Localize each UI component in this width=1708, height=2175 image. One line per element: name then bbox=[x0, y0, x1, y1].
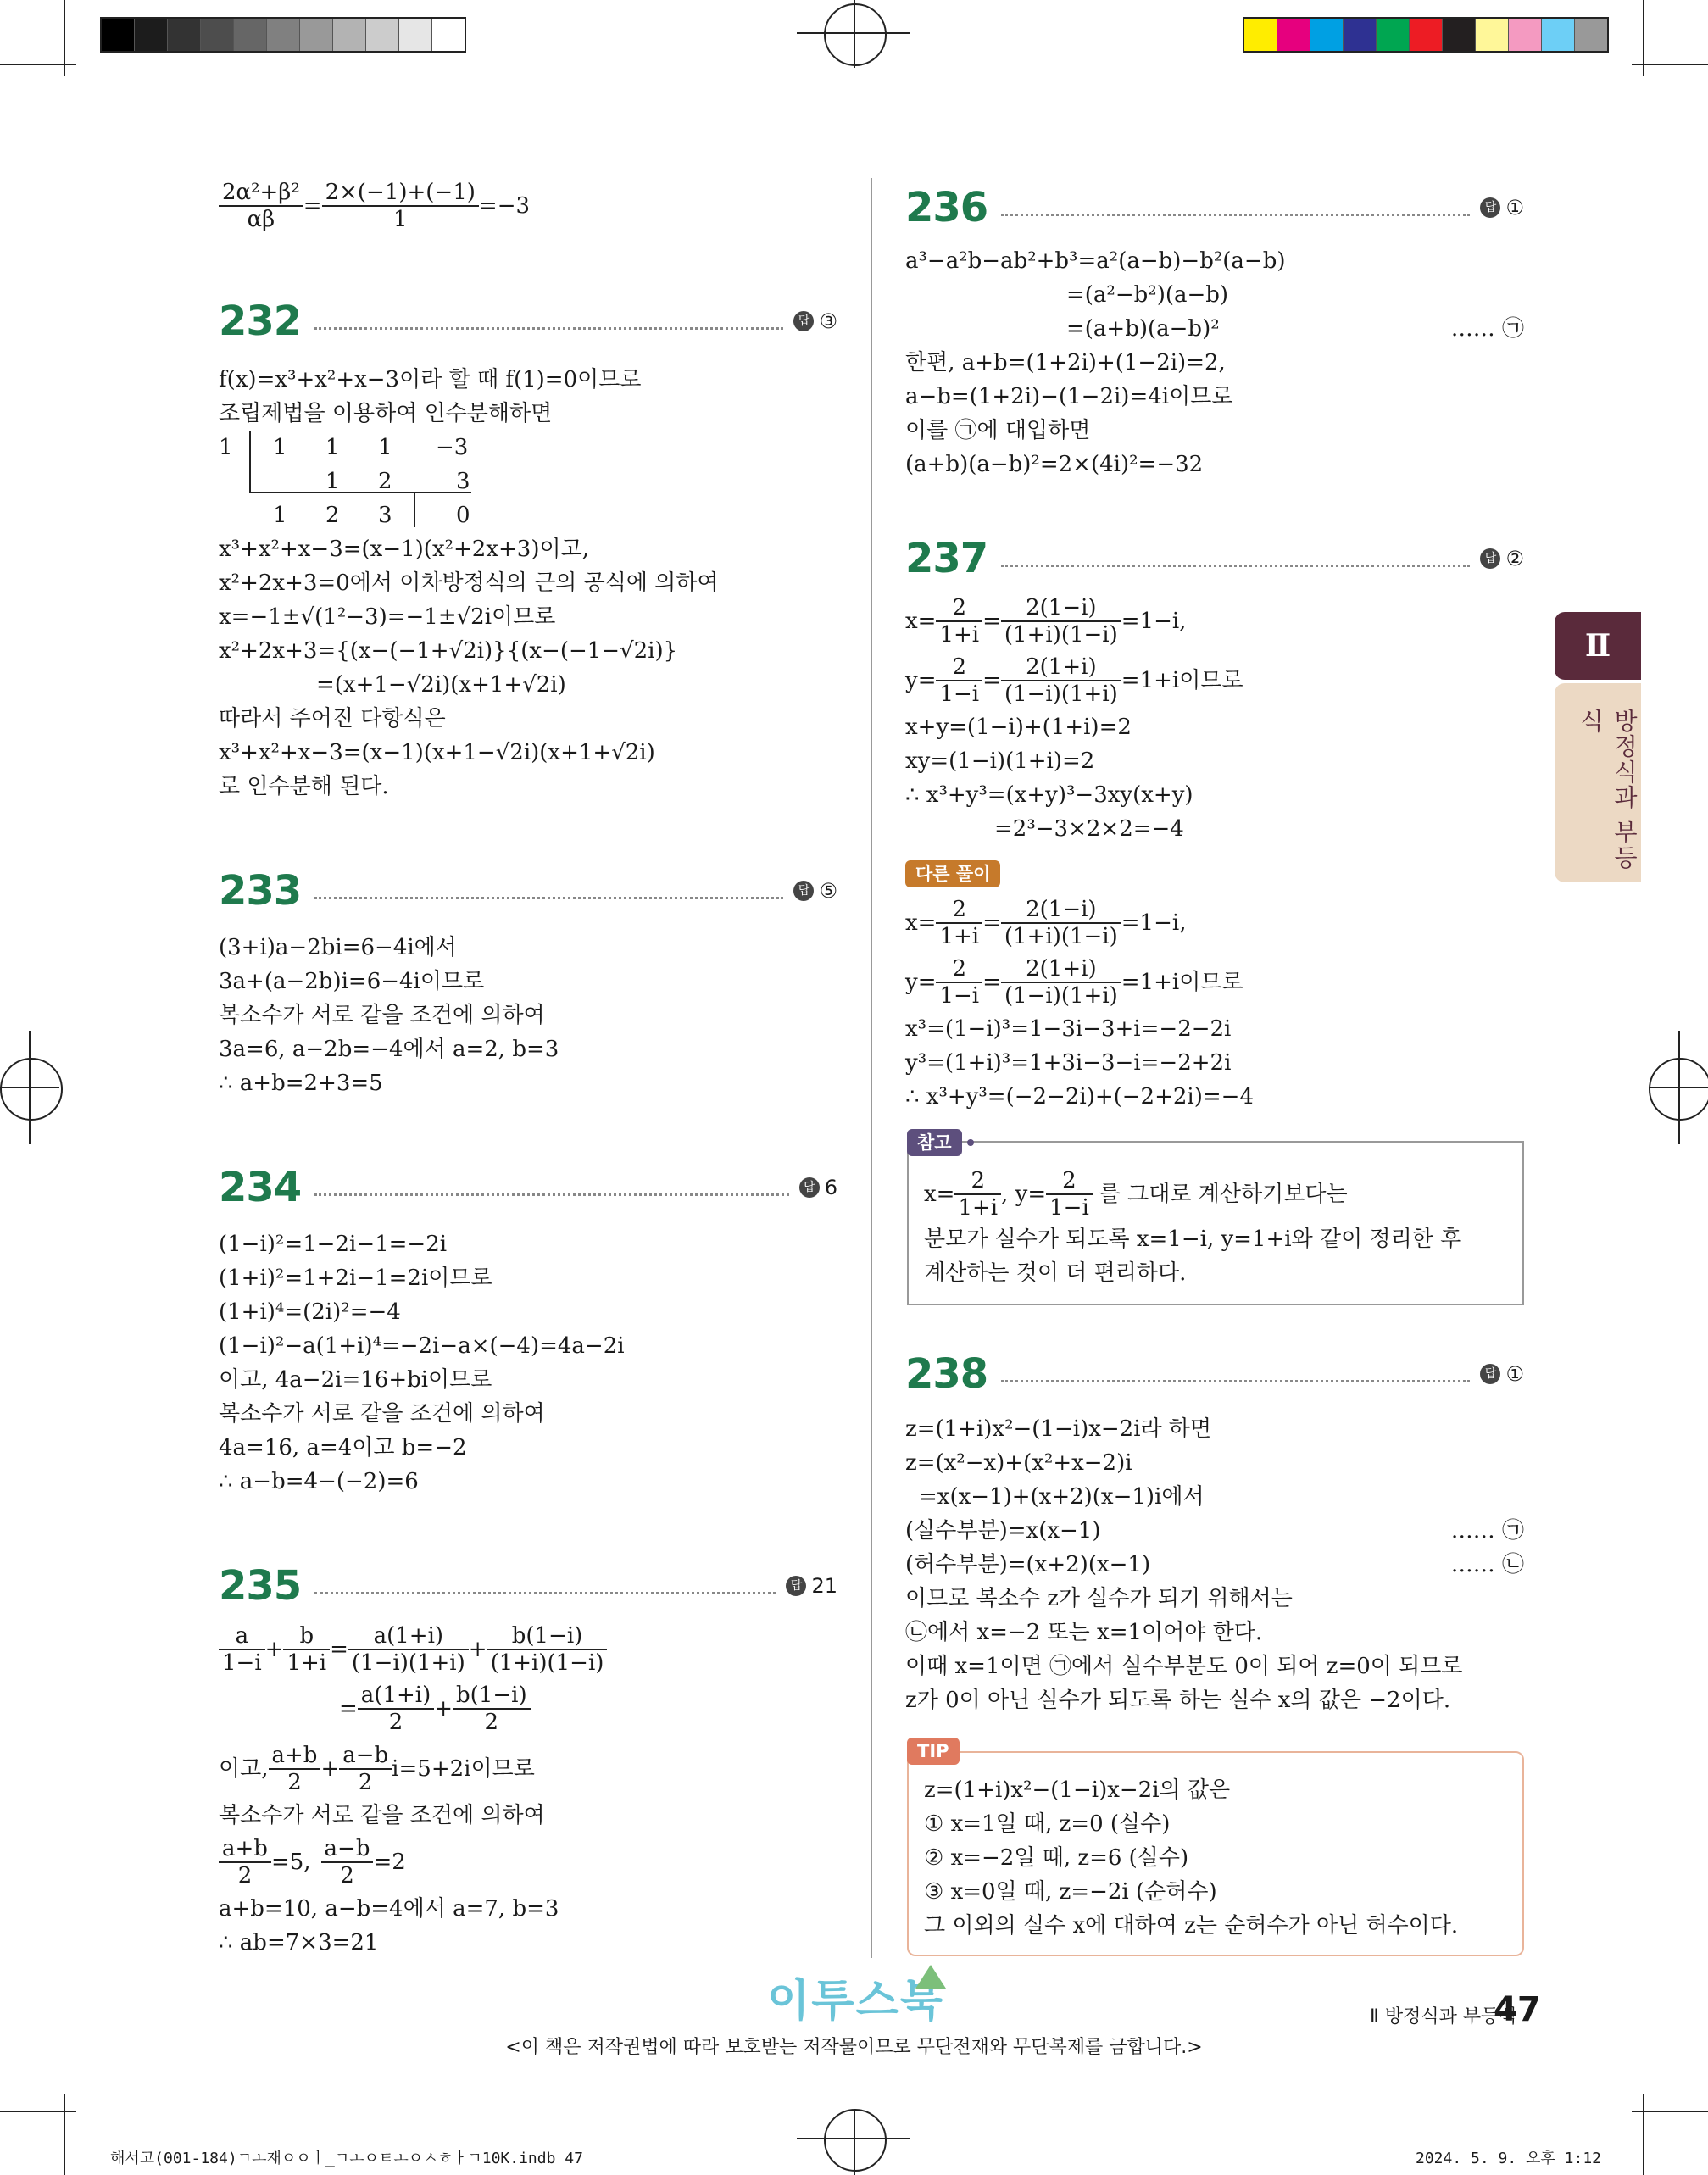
fraction: $\frac{2\times(-1)+(-1)}{1}$ bbox=[322, 180, 479, 232]
answer-icon: 답 bbox=[793, 881, 814, 901]
registration-mark bbox=[824, 2109, 887, 2172]
color-swatch bbox=[1344, 19, 1377, 51]
file-slug: 해서고(001-184)ㄱㅗ재ㅇㅇㅣ_ㄱㅗㅇㅌㅗㅇㅅㅎㅏㄱ10K.indb 47 bbox=[110, 2150, 583, 2167]
text-line: a³−a²b−ab²+b³=a²(a−b)−b²(a−b) bbox=[905, 248, 1286, 274]
answer: 답 ⑤ bbox=[793, 874, 837, 908]
answer: 답 21 bbox=[786, 1569, 837, 1603]
leader-dots bbox=[1001, 214, 1470, 216]
fraction: $\frac{2(1-i)}{(1+i)(1-i)}$ bbox=[1001, 897, 1121, 949]
color-swatch bbox=[399, 19, 432, 51]
text-line: z=(1+i)x²−(1−i)x−2i라 하면 bbox=[905, 1416, 1212, 1442]
synthetic-division-cell: 1 bbox=[219, 435, 233, 460]
color-swatch bbox=[1377, 19, 1410, 51]
answer-icon: 답 bbox=[793, 311, 814, 331]
fraction: $\frac{2(1-i)}{(1+i)(1-i)}$ bbox=[1001, 595, 1121, 648]
color-swatch bbox=[1310, 19, 1344, 51]
publisher-logo: 이투스북 bbox=[767, 1976, 944, 2027]
chapter-tab bbox=[1555, 683, 1641, 882]
answer: 답 ② bbox=[1480, 542, 1524, 576]
text-line: a−b=(1+2i)−(1−2i)=4i이므로 bbox=[905, 384, 1233, 409]
crop-mark bbox=[1643, 2094, 1644, 2175]
text-line: ∴ a+b=2+3=5 bbox=[219, 1071, 383, 1096]
fraction: $\frac{2}{1-i}$ bbox=[936, 956, 982, 1009]
problem-number: 236 bbox=[905, 184, 988, 231]
fraction: $\frac{a-b}{2}$ bbox=[339, 1743, 392, 1795]
synthetic-division-cell: −3 bbox=[436, 435, 469, 460]
fraction: $\frac{2}{1-i}$ bbox=[1046, 1168, 1093, 1221]
text-line: =2³−3×2×2=−4 bbox=[994, 816, 1184, 842]
text-line: z가 0이 아닌 실수가 되도록 하는 실수 x의 값은 −2이다. bbox=[905, 1688, 1451, 1713]
math-line: x= $\frac{2}{1+i}$ = $\frac{2(1-i)}{(1+i)(1-i)}$ =1−i, bbox=[905, 897, 1187, 949]
color-swatch bbox=[168, 19, 201, 51]
marker-label: …… ㉠ bbox=[1450, 1518, 1524, 1544]
fraction: $\frac{2(1+i)}{(1-i)(1+i)}$ bbox=[1001, 956, 1121, 1009]
running-footer-chapter: Ⅱ 방정식과 부등식 bbox=[1370, 2006, 1517, 2028]
fraction: $\frac{2(1+i)}{(1-i)(1+i)}$ bbox=[1001, 654, 1121, 707]
tip-badge: TIP bbox=[907, 1738, 960, 1765]
marker-label: …… ㉠ bbox=[1450, 316, 1524, 342]
text-line: ∴ x³+y³=(x+y)³−3xy(x+y) bbox=[905, 782, 1193, 808]
synthetic-division-cell: 1 bbox=[378, 435, 392, 460]
print-timestamp: 2024. 5. 9. 오후 1:12 bbox=[1416, 2150, 1602, 2167]
text-line: (1−i)²−a(1+i)⁴=−2i−a×(−4)=4a−2i bbox=[219, 1333, 625, 1359]
problem-header-237 bbox=[905, 529, 1524, 588]
math-line: $\frac{a}{1-i}$ + $\frac{b}{1+i}$ = $\frac{a(1+i)}{(1-i)(1+i)}$ + $\frac{b(1-i)}{(1+i)(1-i)}$ bbox=[219, 1621, 837, 1678]
text-line: 이를 ㉠에 대입하면 bbox=[905, 418, 1091, 443]
color-swatch bbox=[1575, 19, 1607, 51]
fraction: $\frac{b(1-i)}{(1+i)(1-i)}$ bbox=[487, 1623, 608, 1676]
answer-icon: 답 bbox=[799, 1177, 820, 1198]
problem-number: 235 bbox=[219, 1562, 302, 1610]
synthetic-division-cell: 3 bbox=[378, 503, 392, 528]
answer-icon: 답 bbox=[786, 1576, 806, 1596]
text-line: (a+b)(a−b)²=2×(4i)²=−32 bbox=[905, 452, 1204, 477]
problem-header-234 bbox=[219, 1158, 837, 1217]
marker-label: …… ㉡ bbox=[1450, 1552, 1524, 1577]
problem-number: 232 bbox=[219, 298, 302, 345]
text-line: ② x=−2일 때, z=6 (실수) bbox=[924, 1845, 1189, 1871]
text-line: xy=(1−i)(1+i)=2 bbox=[905, 748, 1095, 774]
fraction: $\frac{b(1-i)}{2}$ bbox=[453, 1683, 531, 1735]
chapter-tab-numeral: Ⅱ bbox=[1555, 612, 1641, 680]
color-swatch bbox=[1277, 19, 1310, 51]
fraction: $\frac{2}{1+i}$ bbox=[936, 897, 982, 949]
color-swatch bbox=[135, 19, 168, 51]
fraction: $\frac{a-b}{2}$ bbox=[321, 1836, 374, 1889]
fraction: $\frac{2}{1+i}$ bbox=[936, 595, 982, 648]
color-swatch bbox=[267, 19, 300, 51]
left-column bbox=[219, 178, 837, 1960]
crop-mark bbox=[64, 0, 65, 76]
color-swatch bbox=[201, 19, 234, 51]
text-line: (실수부분)=x(x−1) …… ㉠ bbox=[905, 1514, 1524, 1548]
fraction: $\frac{a+b}{2}$ bbox=[219, 1836, 271, 1889]
grayscale-bar bbox=[100, 17, 466, 53]
badge-dot bbox=[967, 1139, 974, 1146]
registration-mark bbox=[0, 1058, 63, 1121]
text-line: ∴ a−b=4−(−2)=6 bbox=[219, 1469, 419, 1494]
synthetic-division-cell: 1 bbox=[273, 503, 287, 528]
leader-dots bbox=[314, 327, 783, 330]
text-line: x³+x²+x−3=(x−1)(x+1−√2i)(x+1+√2i) bbox=[219, 740, 655, 765]
color-swatch bbox=[366, 19, 399, 51]
synthetic-division-cell: 1 bbox=[325, 435, 340, 460]
synthetic-division bbox=[219, 431, 837, 532]
answer: 답 ① bbox=[1480, 191, 1524, 225]
math-line: = $\frac{a(1+i)}{2}$ + $\frac{b(1-i)}{2}$ bbox=[219, 1678, 837, 1739]
math-line: 이고, $\frac{a+b}{2}$ + $\frac{a-b}{2}$ i=5+2i이므로 bbox=[219, 1743, 535, 1795]
text-line: 이므로 복소수 z가 실수가 되기 위해서는 bbox=[905, 1586, 1293, 1611]
text-line: z=(x²−x)+(x²+x−2)i bbox=[905, 1450, 1132, 1476]
answer-icon: 답 bbox=[1480, 548, 1500, 569]
answer: 답 ③ bbox=[793, 304, 837, 338]
text-line: x³=(1−i)³=1−3i−3+i=−2−2i bbox=[905, 1016, 1232, 1042]
right-column bbox=[905, 178, 1524, 1114]
leader-dots bbox=[314, 1592, 776, 1594]
synthetic-division-cell: 0 bbox=[456, 503, 470, 528]
reference-content bbox=[924, 1166, 1509, 1290]
answer: 답 ① bbox=[1480, 1357, 1524, 1391]
math-line: y= $\frac{2}{1-i}$ = $\frac{2(1+i)}{(1-i)(1+i)}$ =1+i이므로 bbox=[905, 956, 1243, 1009]
math-line: $\frac{a+b}{2}$ =5, $\frac{a-b}{2}$ =2 bbox=[219, 1833, 837, 1892]
registration-line bbox=[854, 0, 855, 68]
text-line: f(x)=x³+x²+x−3이라 할 때 f(1)=0이므로 bbox=[219, 367, 642, 392]
answer: 답 6 bbox=[799, 1171, 837, 1204]
answer-icon: 답 bbox=[1480, 197, 1500, 218]
problem-header-235 bbox=[219, 1556, 837, 1616]
text-line: x+y=(1−i)+(1+i)=2 bbox=[905, 715, 1132, 740]
crop-mark bbox=[1643, 0, 1644, 76]
text-line: 복소수가 서로 같을 조건에 의하여 bbox=[219, 1003, 545, 1028]
reference-badge: 참고 bbox=[907, 1129, 962, 1156]
text-line: =x(x−1)+(x+2)(x−1)i에서 bbox=[919, 1484, 1205, 1510]
page-number: 47 bbox=[1494, 1990, 1541, 2029]
fraction: $\frac{\text{2α²+β²}}{\alpha\beta}$ bbox=[219, 180, 303, 232]
answer-icon: 답 bbox=[1480, 1364, 1500, 1384]
color-bar bbox=[1243, 17, 1609, 53]
alt-solution-badge: 다른 풀이 bbox=[905, 860, 1000, 887]
text-line: 이고, 4a−2i=16+bi이므로 bbox=[219, 1367, 492, 1393]
synthetic-division-cell: 3 bbox=[456, 469, 470, 494]
text-line: ① x=1일 때, z=0 (실수) bbox=[924, 1811, 1171, 1837]
synthetic-division-cell: 1 bbox=[325, 469, 340, 494]
text-line: =(a+b)(a−b)² …… ㉠ bbox=[905, 312, 1524, 346]
text-line: x²+2x+3=0에서 이차방정식의 근의 공식에 의하여 bbox=[219, 570, 719, 596]
color-swatch bbox=[432, 19, 465, 51]
leader-dots bbox=[1001, 565, 1470, 567]
registration-mark bbox=[824, 3, 887, 66]
text-line: 4a=16, a=4이고 b=−2 bbox=[219, 1435, 467, 1460]
color-swatch bbox=[1542, 19, 1575, 51]
problem-238 bbox=[905, 1344, 1524, 1717]
logo-mark-icon bbox=[915, 1965, 946, 1989]
registration-line bbox=[29, 1031, 31, 1144]
leader-dots bbox=[1001, 1380, 1470, 1382]
text-line: 한편, a+b=(1+2i)+(1−2i)=2, bbox=[905, 350, 1226, 375]
text-line: (1−i)²=1−2i−1=−2i bbox=[219, 1232, 448, 1257]
text-line: =(x+1−√2i)(x+1+√2i) bbox=[316, 672, 566, 698]
problem-header-236 bbox=[905, 178, 1524, 237]
intro-line: $\frac{\text{2α²+β²}}{\alpha\beta}$ = $\frac{2\times(-1)+(-1)}{1}$ =−3 bbox=[219, 178, 837, 234]
crop-mark bbox=[64, 2094, 65, 2175]
fraction: $\frac{a(1+i)}{(1-i)(1+i)}$ bbox=[348, 1623, 469, 1676]
column-separator bbox=[871, 178, 872, 1958]
text-line: 3a+(a−2b)i=6−4i이므로 bbox=[219, 969, 485, 994]
text-line: x=−1±√(1²−3)=−1±√2i이므로 bbox=[219, 604, 556, 630]
color-swatch bbox=[1509, 19, 1542, 51]
tip-content bbox=[924, 1773, 1509, 1943]
text-line: 따라서 주어진 다항식은 bbox=[219, 706, 446, 731]
synthetic-division-cell: 2 bbox=[325, 503, 340, 528]
color-swatch bbox=[1410, 19, 1443, 51]
color-swatch bbox=[1244, 19, 1277, 51]
text-line: (1+i)⁴=(2i)²=−4 bbox=[219, 1299, 401, 1325]
text-line: (3+i)a−2bi=6−4i에서 bbox=[219, 935, 457, 960]
text-line: 계산하는 것이 더 편리하다. bbox=[924, 1260, 1187, 1286]
chapter-tab-label: 방정식과 부등식 bbox=[1577, 709, 1638, 871]
color-swatch bbox=[333, 19, 366, 51]
registration-line bbox=[1678, 1031, 1680, 1144]
color-swatch bbox=[300, 19, 333, 51]
text-line: 조립제법을 이용하여 인수분해하면 bbox=[219, 401, 553, 426]
text-line: 로 인수분해 된다. bbox=[219, 774, 389, 799]
text-line: =(a²−b²)(a−b) bbox=[1066, 282, 1229, 308]
text-line: x³+x²+x−3=(x−1)(x²+2x+3)이고, bbox=[219, 537, 589, 562]
fraction: $\frac{2}{1-i}$ bbox=[936, 654, 982, 707]
text-line: (허수부분)=(x+2)(x−1) …… ㉡ bbox=[905, 1548, 1524, 1582]
problem-number: 237 bbox=[905, 535, 988, 582]
math-line: x= $\frac{2}{1+i}$ , y= $\frac{2}{1-i}$ 를 그대로 계산하기보다는 bbox=[924, 1168, 1348, 1221]
text-line: 그 이외의 실수 x에 대하여 z는 순허수가 아닌 허수이다. bbox=[924, 1913, 1459, 1939]
fraction: $\frac{2}{1+i}$ bbox=[954, 1168, 1001, 1221]
fraction: $\frac{a(1+i)}{2}$ bbox=[358, 1683, 434, 1735]
fraction: $\frac{a}{1-i}$ bbox=[219, 1623, 265, 1676]
text-line: ㉡에서 x=−2 또는 x=1이어야 한다. bbox=[905, 1620, 1263, 1645]
problem-header-233 bbox=[219, 861, 837, 921]
math-line: y= $\frac{2}{1-i}$ = $\frac{2(1+i)}{(1-i)(1+i)}$ =1+i이므로 bbox=[905, 654, 1243, 707]
problem-header-232 bbox=[219, 292, 837, 351]
problem-number: 233 bbox=[219, 867, 302, 915]
problem-header-238 bbox=[905, 1344, 1524, 1404]
fraction: $\frac{a+b}{2}$ bbox=[269, 1743, 321, 1795]
text-line: a+b=10, a−b=4에서 a=7, b=3 bbox=[219, 1896, 559, 1922]
color-swatch bbox=[102, 19, 135, 51]
copyright-notice: <이 책은 저작권법에 따라 보호받는 저작물이므로 무단전재와 무단복제를 금합니다.> bbox=[505, 2037, 1203, 2058]
color-swatch bbox=[1443, 19, 1476, 51]
problem-number: 234 bbox=[219, 1164, 302, 1211]
text-line: x²+2x+3={(x−(−1+√2i)}{(x−(−1−√2i)} bbox=[219, 638, 678, 664]
leader-dots bbox=[314, 897, 783, 899]
text-line: 3a=6, a−2b=−4에서 a=2, b=3 bbox=[219, 1037, 559, 1062]
text-line: (1+i)²=1+2i−1=2i이므로 bbox=[219, 1266, 492, 1291]
text-line: y³=(1+i)³=1+3i−3−i=−2+2i bbox=[905, 1050, 1232, 1076]
color-swatch bbox=[1476, 19, 1509, 51]
leader-dots bbox=[314, 1193, 789, 1196]
text-line: 복소수가 서로 같을 조건에 의하여 bbox=[219, 1401, 545, 1427]
text-line: ③ x=0일 때, z=−2i (순허수) bbox=[924, 1879, 1217, 1905]
synthetic-division-cell: 2 bbox=[378, 469, 392, 494]
math-line: x= $\frac{2}{1+i}$ = $\frac{2(1-i)}{(1+i)(1-i)}$ =1−i, bbox=[905, 595, 1187, 648]
text-line: 분모가 실수가 되도록 x=1−i, y=1+i와 같이 정리한 후 bbox=[924, 1227, 1462, 1252]
synthetic-division-cell: 1 bbox=[273, 435, 287, 460]
text-line: ∴ x³+y³=(−2−2i)+(−2+2i)=−4 bbox=[905, 1084, 1254, 1110]
registration-line bbox=[854, 2111, 855, 2175]
text-line: 복소수가 서로 같을 조건에 의하여 bbox=[219, 1803, 545, 1828]
fraction: $\frac{b}{1+i}$ bbox=[283, 1623, 330, 1676]
color-swatch bbox=[234, 19, 267, 51]
text-line: ∴ ab=7×3=21 bbox=[219, 1930, 379, 1955]
problem-number: 238 bbox=[905, 1350, 988, 1398]
text-line: 이때 x=1이면 ㉠에서 실수부분도 0이 되어 z=0이 되므로 bbox=[905, 1654, 1463, 1679]
text-line: z=(1+i)x²−(1−i)x−2i의 값은 bbox=[924, 1777, 1231, 1803]
